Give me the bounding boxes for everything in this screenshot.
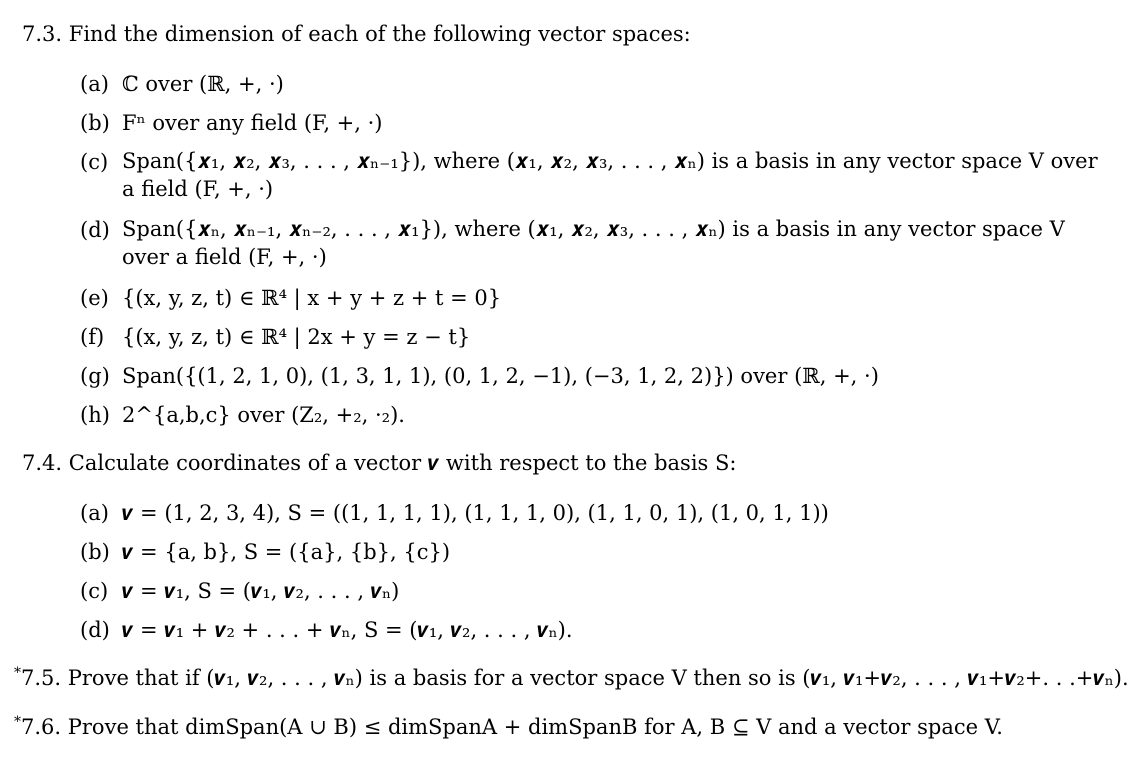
problem-number: 7.6. [21,715,62,739]
item-text: Span({(1, 2, 1, 0), (1, 3, 1, 1), (0, 1, 2, −1), (−3, 1, 2, 2)}) over (ℝ, +, ·) [122,364,879,388]
item-label: (a) [80,501,109,525]
item-label: (d) [80,218,110,242]
item-text: Fⁿ over any field (F, +, ·) [122,111,383,135]
item-label: (b) [80,111,110,135]
item-text: Span({𝒙ₙ, 𝒙ₙ₋₁, 𝒙ₙ₋₂, . . . , 𝒙₁}), where (𝒙₁, 𝒙₂, 𝒙₃, . . . , 𝒙ₙ) is a basis in any vector space V over a field (F, +, ·) [122,217,1065,269]
item-text: {(x, y, z, t) ∈ ℝ⁴ | 2x + y = z − t} [122,325,471,349]
item-label: (b) [80,540,110,564]
item-text: 𝒗 = {a, b}, S = ({a}, {b}, {c}) [122,540,451,564]
item-text: 𝒗 = 𝒗₁ + 𝒗₂ + . . . + 𝒗ₙ, S = (𝒗₁, 𝒗₂, . . . , 𝒗ₙ). [122,618,573,642]
item-label: (h) [80,403,110,427]
item-label: (c) [80,150,109,174]
item-label: (e) [80,286,109,310]
problem-number: 7.3. [22,22,63,46]
problem-prompt: Calculate coordinates of a vector 𝒗 with respect to the basis S: [68,451,737,475]
optional-star: * [14,714,21,730]
problem-7-3-heading [22,22,691,47]
item-label: (g) [80,364,110,388]
problem-prompt: Find the dimension of each of the following vector spaces: [68,22,691,46]
item-text: 𝒗 = (1, 2, 3, 4), S = ((1, 1, 1, 1), (1, 1, 1, 0), (1, 1, 0, 1), (1, 0, 1, 1)) [122,501,829,525]
item-text: {(x, y, z, t) ∈ ℝ⁴ | x + y + z + t = 0} [122,286,502,310]
item-label: (f) [80,325,105,349]
problem-7-4-heading [22,451,736,476]
problem-7-5-heading [14,665,1129,691]
optional-star: * [14,665,21,681]
problem-prompt: Prove that if (𝒗₁, 𝒗₂, . . . , 𝒗ₙ) is a basis for a vector space V then so is (𝒗₁, 𝒗₁+𝒗₂, . . . , 𝒗₁+𝒗₂+. . .+𝒗ₙ). [67,666,1129,690]
problem-prompt: Prove that dimSpan(A ∪ B) ≤ dimSpanA + dimSpanB for A, B ⊆ V and a vector space V. [67,715,1003,739]
problem-7-6-heading [14,714,1003,740]
item-label: (a) [80,72,109,96]
problem-number: 7.4. [22,451,63,475]
item-text: ℂ over (ℝ, +, ·) [122,72,284,96]
problem-number: 7.5. [21,666,62,690]
item-text: 2^{a,b,c} over (Z₂, +₂, ·₂). [122,403,405,427]
item-label: (c) [80,579,109,603]
item-text: Span({𝒙₁, 𝒙₂, 𝒙₃, . . . , 𝒙ₙ₋₁}), where (𝒙₁, 𝒙₂, 𝒙₃, . . . , 𝒙ₙ) is a basis in any vector space V over a field (F, +, ·) [122,149,1098,201]
item-label: (d) [80,618,110,642]
item-text: 𝒗 = 𝒗₁, S = (𝒗₁, 𝒗₂, . . . , 𝒗ₙ) [122,579,400,603]
